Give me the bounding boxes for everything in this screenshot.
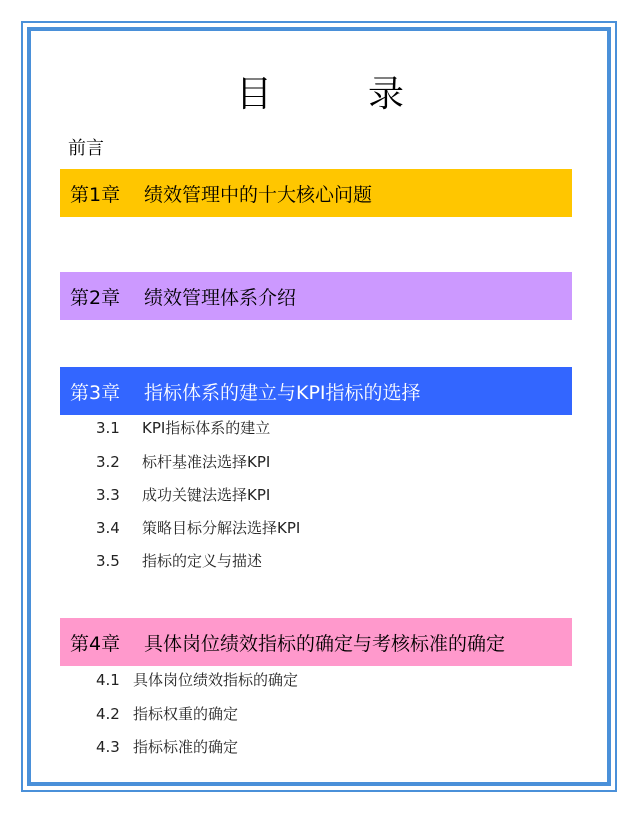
section-3-1[interactable] [96, 417, 270, 438]
chapter-4-bar[interactable] [60, 618, 572, 666]
section-3-4[interactable] [96, 517, 300, 538]
section-title: 标杆基准法选择KPI [142, 453, 271, 471]
chapter-title: 绩效管理体系介绍 [144, 286, 297, 309]
chapter-title: 具体岗位绩效指标的确定与考核标准的确定 [144, 632, 506, 655]
chapter-number: 第3章 [70, 381, 121, 404]
section-number: 4.3 [96, 738, 120, 756]
section-3-2[interactable] [96, 451, 270, 472]
section-title: 指标的定义与描述 [142, 552, 263, 570]
section-number: 3.3 [96, 486, 120, 504]
chapter-title: 绩效管理中的十大核心问题 [144, 183, 373, 206]
chapter-2-bar[interactable] [60, 272, 572, 320]
preface-entry[interactable]: 前言 [68, 138, 104, 159]
section-3-3[interactable] [96, 484, 270, 505]
section-4-1[interactable] [96, 669, 298, 690]
section-title: 指标标准的确定 [133, 738, 239, 756]
section-title: KPI指标体系的建立 [142, 419, 271, 437]
section-title: 具体岗位绩效指标的确定 [133, 671, 299, 689]
section-number: 4.2 [96, 705, 120, 723]
page-title: 目 录 [235, 74, 434, 115]
section-number: 3.2 [96, 453, 120, 471]
chapter-number: 第2章 [70, 286, 121, 309]
section-number: 4.1 [96, 671, 120, 689]
section-4-2[interactable] [96, 703, 238, 724]
section-3-5[interactable] [96, 550, 262, 571]
section-number: 3.1 [96, 419, 120, 437]
chapter-title: 指标体系的建立与KPI指标的选择 [144, 381, 421, 404]
section-title: 指标权重的确定 [133, 705, 239, 723]
section-4-3[interactable] [96, 736, 238, 757]
section-number: 3.5 [96, 552, 120, 570]
chapter-number: 第4章 [70, 632, 121, 655]
section-number: 3.4 [96, 519, 120, 537]
chapter-number: 第1章 [70, 183, 121, 206]
section-title: 策略目标分解法选择KPI [142, 519, 301, 537]
chapter-3-bar[interactable] [60, 367, 572, 415]
chapter-1-bar[interactable] [60, 169, 572, 217]
section-title: 成功关键法选择KPI [142, 486, 271, 504]
